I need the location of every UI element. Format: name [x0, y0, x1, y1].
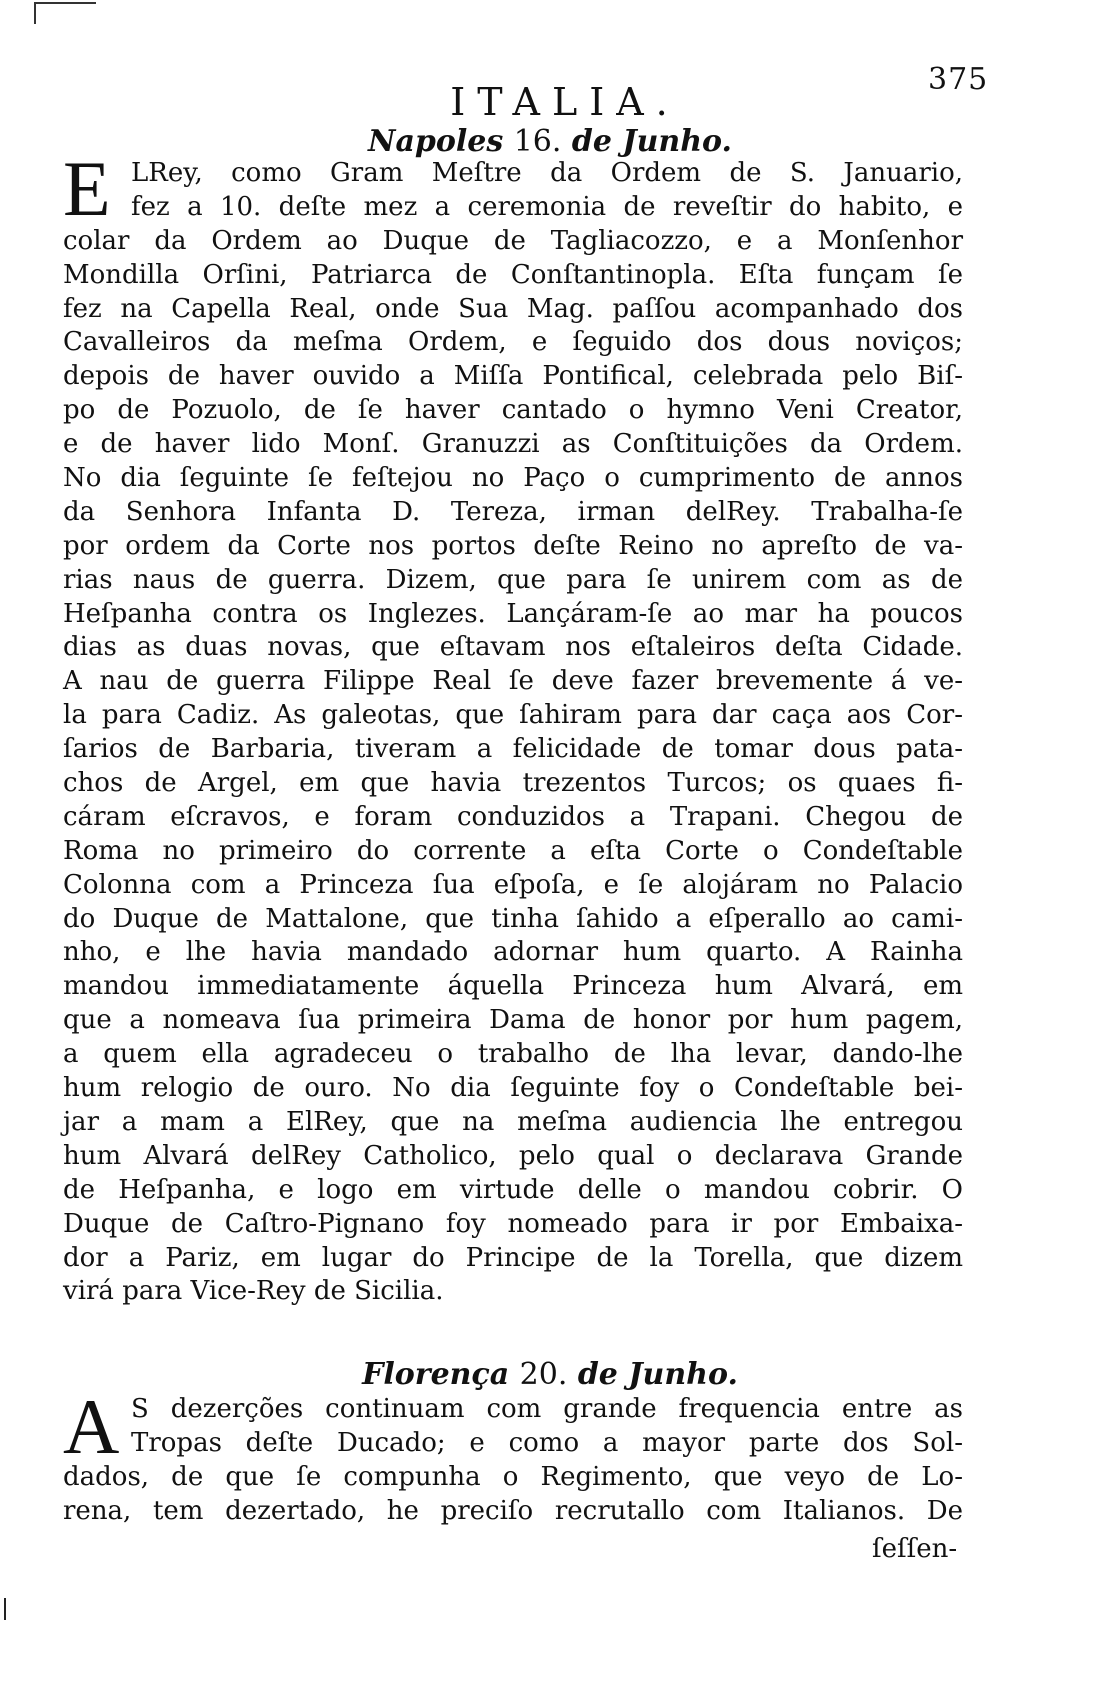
text-line: hum Alvará delRey Catholico, pelo qual o declarava Grande	[63, 1140, 963, 1171]
text-line: de Heſpanha, e logo em virtude delle o mandou cobrir. O	[63, 1174, 963, 1205]
text-line: ſarios de Barbaria, tiveram a felicidade de tomar dous pata-	[63, 734, 963, 765]
text-line: hum relogio de ouro. No dia ſeguinte foy o Condeſtable bei-	[63, 1073, 963, 1104]
dateline-month: de Junho.	[571, 124, 732, 159]
text-line: Tropas deſte Ducado; e como a mayor parte dos Sol-	[131, 1427, 963, 1458]
text-line: mandou immediatamente áquella Princeza hum Alvará, em	[63, 971, 963, 1002]
text-line: rena, tem dezertado, he preciſo recrutallo com Italianos. De	[63, 1495, 963, 1526]
text-line: S dezerções continuam com grande frequencia entre as	[131, 1394, 963, 1424]
dateline-day: 20.	[519, 1357, 568, 1392]
text-line: rias naus de guerra. Dizem, que para ſe unirem com as de	[63, 564, 963, 595]
text-line: Roma no primeiro do corrente a eſta Corte o Condeſtable	[63, 835, 963, 866]
text-line: dados, de que ſe compunha o Regimento, que veyo de Lo-	[63, 1461, 963, 1492]
running-head: ITALIA.	[450, 80, 680, 124]
corner-bracket-mark	[34, 2, 96, 24]
text-line: Mondilla Orſini, Patriarca de Conſtantinopla. Eſta funçam ſe	[63, 259, 963, 290]
text-line: fez a 10. deſte mez a ceremonia de reveſtir do habito, e	[131, 191, 963, 222]
article-florenca	[63, 1393, 963, 1529]
text-line: a quem ella agradeceu o trabalho de lha levar, dando-lhe	[63, 1039, 963, 1070]
text-line: LRey, como Gram Meſtre da Ordem de S. Januario,	[131, 158, 963, 188]
text-line: A nau de guerra Filippe Real ſe deve fazer brevemente á ve-	[63, 666, 963, 697]
dateline-month: de Junho.	[577, 1357, 738, 1392]
text-line: jar a mam a ElRey, que na meſma audiencia lhe entregou	[63, 1106, 963, 1137]
dateline-day: 16.	[513, 124, 562, 159]
text-line: colar da Ordem ao Duque de Tagliacozzo, e a Monſenhor	[63, 225, 963, 256]
text-line: da Senhora Infanta D. Tereza, irman delRey. Trabalha-ſe	[63, 496, 963, 527]
text-line: nho, e lhe havia mandado adornar hum quarto. A Rainha	[63, 937, 963, 968]
dateline-place: Napoles	[368, 124, 504, 159]
text-line: Heſpanha contra os Inglezes. Lançáram-ſe ao mar ha poucos	[63, 598, 963, 629]
text-line: dor a Pariz, em lugar do Principe de la Torella, que dizem	[63, 1242, 963, 1273]
text-line: po de Pozuolo, de ſe haver cantado o hymno Veni Creator,	[63, 395, 963, 426]
text-line: chos de Argel, em que havia trezentos Turcos; os quaes fi-	[63, 768, 963, 799]
page-edge-mark	[4, 1598, 6, 1620]
text-line: No dia ſeguinte ſe feſtejou no Paço o cumprimento de annos	[63, 463, 963, 494]
text-line: por ordem da Corte nos portos deſte Reino no apreſto de va-	[63, 530, 963, 561]
dateline-place: Florença	[362, 1357, 510, 1392]
text-line: que a nomeava ſua primeira Dama de honor por hum pagem,	[63, 1005, 963, 1036]
text-line: fez na Capella Real, onde Sua Mag. paſſou acompanhado dos	[63, 293, 963, 324]
drop-cap-e: E	[63, 145, 111, 232]
text-line: virá para Vice-Rey de Sicilia.	[63, 1276, 444, 1307]
text-line: cáram eſcravos, e foram conduzidos a Trapani. Chegou de	[63, 801, 963, 832]
page-number: 375	[928, 62, 989, 97]
text-line: depois de haver ouvido a Miſſa Pontifical, celebrada pelo Biſ-	[63, 361, 963, 392]
drop-cap-a: A	[63, 1383, 120, 1470]
text-line: Colonna com a Princeza ſua eſpoſa, e ſe alojáram no Palacio	[63, 869, 963, 900]
dateline-napoles	[0, 124, 1100, 159]
text-line: e de haver lido Monſ. Granuzzi as Conſtituições da Ordem.	[63, 429, 963, 460]
catchword: ſeſſen-	[872, 1534, 958, 1564]
text-line: Cavalleiros da meſma Ordem, e ſeguido dos dous noviços;	[63, 327, 963, 358]
dateline-florenca	[0, 1357, 1100, 1392]
text-line: do Duque de Mattalone, que tinha ſahido a eſperallo ao cami-	[63, 903, 963, 934]
article-napoles	[63, 157, 963, 1309]
text-line: dias as duas novas, que eſtavam nos eſtaleiros deſta Cidade.	[63, 632, 963, 663]
text-line: Duque de Caſtro-Pignano foy nomeado para ir por Embaixa-	[63, 1208, 963, 1239]
text-line: la para Cadiz. As galeotas, que ſahiram para dar caça aos Cor-	[63, 700, 963, 731]
